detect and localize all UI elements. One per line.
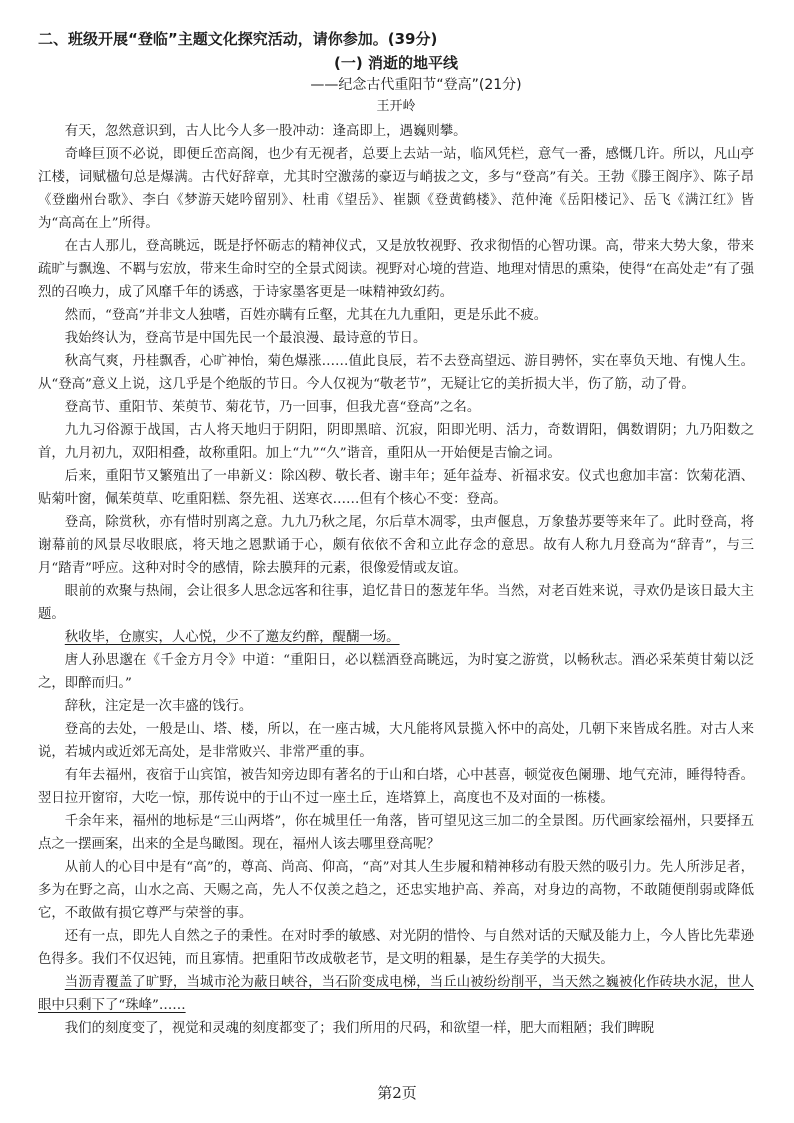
article-paragraph: 有年去福州，夜宿于山宾馆，被告知旁边即有著名的于山和白塔，心中甚喜，顿觉夜色阑珊、地气充沛，睡得特香。翌日拉开窗帘，大吃一惊，那传说中的于山不过一座土丘，连塔算上，高度也不及对面的一栋楼。: [38, 768, 754, 806]
article-paragraph: 辞秋，注定是一次丰盛的饯行。: [64, 699, 253, 714]
article-paragraph: 登高的去处，一般是山、塔、楼，所以，在一座古城，大凡能将风景揽入怀中的高处，几朝下来皆成名胜。对古人来说，若城内或近郊无高处，是非常败兴、非常严重的事。: [38, 722, 754, 760]
article-paragraph: 在古人那儿，登高眺远，既是抒怀砺志的精神仪式，又是放牧视野、孜求彻悟的心智功课。高，带来大势大象，带来疏旷与飘逸、不羁与宏放，带来生命时空的全景式阅读。视野对心境的营造、地理对情思的熏染，使得“在高处走”有了强烈的召唤力，成了风靡千年的诱惑，于诗家墨客更是一味精神致幻药。: [38, 239, 754, 300]
article-paragraph: 唐人孙思邈在《千金方月令》中道：“重阳日，必以糕酒登高眺远，为时宴之游赏，以畅秋志。酒必采茱萸甘菊以泛之，即醉而归。”: [38, 653, 754, 691]
article-paragraph: 后来，重阳节又繁殖出了一串新义：除凶秽、敬长者、谢丰年；延年益寿、祈福求安。仪式也愈加丰富：饮菊花酒、贴菊叶窗，佩茱萸草、吃重阳糕、祭先祖、送寒衣……但有个核心不变：登高。: [38, 469, 754, 507]
article-paragraph: 我始终认为，登高节是中国先民一个最浪漫、最诗意的节日。: [64, 331, 427, 346]
page-number: 第2页: [377, 1084, 417, 1102]
article-paragraph: 当沥青覆盖了旷野，当城市沦为蔽日峡谷，当石阶变成电梯，当丘山被纷纷削平，当天然之巍被化作砖块水泥，世人眼中只剩下了“珠峰”……: [38, 975, 754, 1013]
article-paragraph: 九九习俗源于战国，古人将天地归于阴阳，阴即黑暗、沉寂，阳即光明、活力，奇数谓阳，偶数谓阴；九乃阳数之首，九月初九，双阳相叠，故称重阳。加上“九”“久”谐音，重阳从一开始便是吉愉之词。: [38, 423, 754, 461]
article-body: [38, 120, 754, 1040]
article-paragraph: 登高节、重阳节、茱萸节、菊花节，乃一回事，但我尤喜“登高”之名。: [64, 400, 481, 415]
section-heading: 二、班级开展“登临”主题文化探究活动，请你参加。(39分): [38, 30, 438, 48]
article-subtitle: ——纪念古代重阳节“登高”(21分): [310, 77, 522, 93]
article-paragraph: 从前人的心目中是有“高”的，尊高、尚高、仰高，“高”对其人生步履和精神移动有股天然的吸引力。先人所涉足者，多为在野之高，山水之高、天赐之高，先人不仅羡之趋之，还忠实地护高、养高，对身边的高物，不敢随便削弱或降低它，不敢做有损它尊严与荣誉的事。: [38, 860, 754, 921]
article-paragraph: 秋收毕，仓廪实，人心悦，少不了邀友约醉，醍醐一场。: [64, 630, 400, 645]
article-paragraph: 秋高气爽，丹桂飘香，心旷神怡，菊色爆涨……值此良辰，若不去登高望远、游目骋怀，实在辜负天地、有愧人生。从“登高”意义上说，这几乎是个绝版的节日。今人仅视为“敬老节”，无疑让它的美折损大半，伤了筋，动了骨。: [38, 354, 754, 392]
article-paragraph: 我们的刻度变了，视觉和灵魂的刻度都变了；我们所用的尺码，和欲望一样，肥大而粗陋；我们睥睨: [64, 1021, 654, 1036]
article-title: (一) 消逝的地平线: [334, 54, 458, 72]
article-paragraph: 登高，除赏秋，亦有惜时别离之意。九九乃秋之尾，尔后草木凋零，虫声偃息，万象蛰苏要等来年了。此时登高，将谢幕前的风景尽收眼底，将天地之恩默诵于心，颇有依依不舍和立此存念的意思。故有人称九月登高为“辞青”，与三月“踏青”呼应。这种对时令的感情，除去膜拜的元素，很像爱情或友谊。: [38, 515, 754, 576]
article-paragraph: 眼前的欢聚与热闹，会让很多人思念远客和往事，追忆昔日的葱茏年华。当然，对老百姓来说，寻欢仍是该日最大主题。: [38, 584, 754, 622]
article-paragraph: 还有一点，即先人自然之子的秉性。在对时季的敏感、对光阴的惜怜、与自然对话的天赋及能力上，今人皆比先辈逊色得多。我们不仅迟钝，而且寡情。把重阳节改成敬老节，是文明的粗暴，是生存美学的大损失。: [38, 929, 754, 967]
article-paragraph: 千余年来，福州的地标是“三山两塔”，你在城里任一角落，皆可望见这三加二的全景图。历代画家绘福州，只要择五点之一摆画案，出来的全是鸟瞰图。现在，福州人该去哪里登高呢？: [38, 814, 754, 852]
article-paragraph: 有天，忽然意识到，古人比今人多一股冲动：逢高即上，遇巍则攀。: [64, 124, 467, 139]
author-name: 王开岭: [376, 99, 416, 114]
article-paragraph: 奇峰巨顶不必说，即便丘峦高阁，也少有无视者，总要上去站一站，临风凭栏，意气一番，感慨几许。所以，凡山亭江楼，词赋楹句总是爆满。古代好辞章，尤其时空激荡的豪迈与峭拔之文，多与“登高”有关。王勃《滕王阁序》、陈子昂《登幽州台歌》、李白《梦游天姥吟留别》、杜甫《望岳》、崔颢《登黄鹤楼》、范仲淹《岳阳楼记》、岳飞《满江红》皆为“高高在上”所得。: [38, 147, 754, 231]
article-paragraph: 然而，“登高”并非文人独嗜，百姓亦瞒有丘壑，尤其在九九重阳，更是乐此不疲。: [64, 308, 548, 323]
